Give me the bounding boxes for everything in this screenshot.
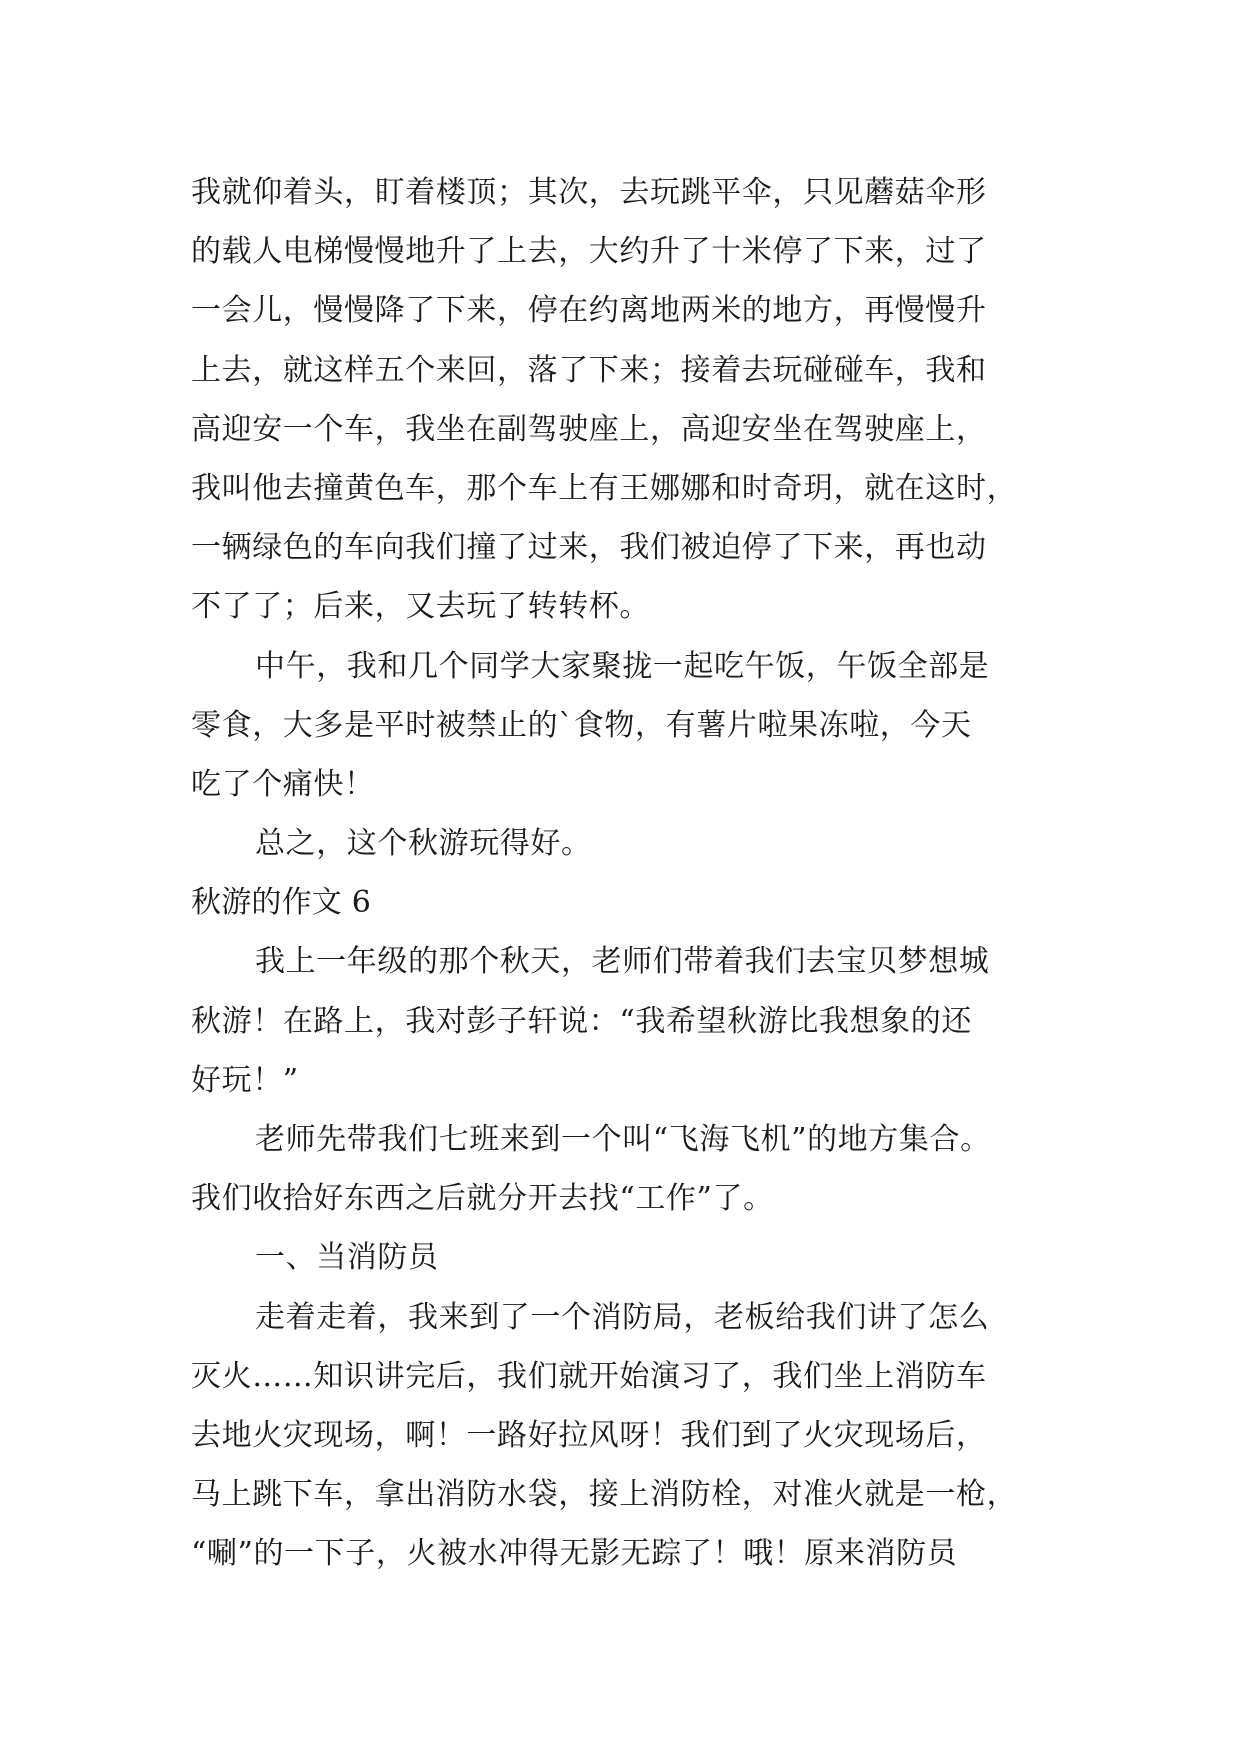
text-line: 一辆绿色的车向我们撞了过来，我们被迫停了下来，再也动 [191,530,987,566]
text-line: 我上一年级的那个秋天，老师们带着我们去宝贝梦想城 [255,944,990,980]
text-line: 秋游！在路上，我对彭子轩说：“我希望秋游比我想象的还 [191,1003,972,1039]
text-line: 上去，就这样五个来回，落了下来；接着去玩碰碰车，我和 [191,352,987,388]
text-line: 一会儿，慢慢降了下来，停在约离地两米的地方，再慢慢升 [191,293,987,329]
text-line: 的载人电梯慢慢地升了上去，大约升了十米停了下来，过了 [191,234,987,270]
text-line: 高迎安一个车，我坐在副驾驶座上，高迎安坐在驾驶座上， [191,411,987,447]
text-line: 灭火……知识讲完后，我们就开始演习了，我们坐上消防车 [191,1358,987,1394]
text-line: 总之，这个秋游玩得好。 [255,826,592,862]
text-line: “唰”的一下子，火被水冲得无影无踪了！哦！原来消防员 [191,1536,958,1572]
text-line: 走着走着，我来到了一个消防局，老板给我们讲了怎么 [255,1299,990,1335]
text-line: 好玩！” [191,1062,299,1098]
text-line: 去地火灾现场，啊！一路好拉风呀！我们到了火灾现场后， [191,1417,987,1453]
section-heading: 秋游的作文 6 [191,885,372,921]
text-line: 中午，我和几个同学大家聚拢一起吃午饭，午饭全部是 [255,648,990,684]
text-line: 老师先带我们七班来到一个叫“飞海飞机”的地方集合。 [255,1122,991,1157]
text-line: 我叫他去撞黄色车，那个车上有王娜娜和时奇玥，就在这时， [191,470,1018,506]
text-line: 我们收拾好东西之后就分开去找“工作”了。 [191,1181,774,1217]
text-line: 吃了个痛快！ [191,766,375,802]
text-line: 我就仰着头，盯着楼顶；其次，去玩跳平伞，只见蘑菇伞形 [191,175,987,210]
text-line: 马上跳下车，拿出消防水袋，接上消防栓，对准火就是一枪， [191,1477,1018,1513]
text-line: 零食，大多是平时被禁止的`食物，有薯片啦果冻啦，今天 [191,707,972,743]
document-body [191,163,1053,1584]
text-line: 一、当消防员 [255,1240,439,1276]
text-line: 不了了；后来，又去玩了转转杯。 [191,589,650,625]
